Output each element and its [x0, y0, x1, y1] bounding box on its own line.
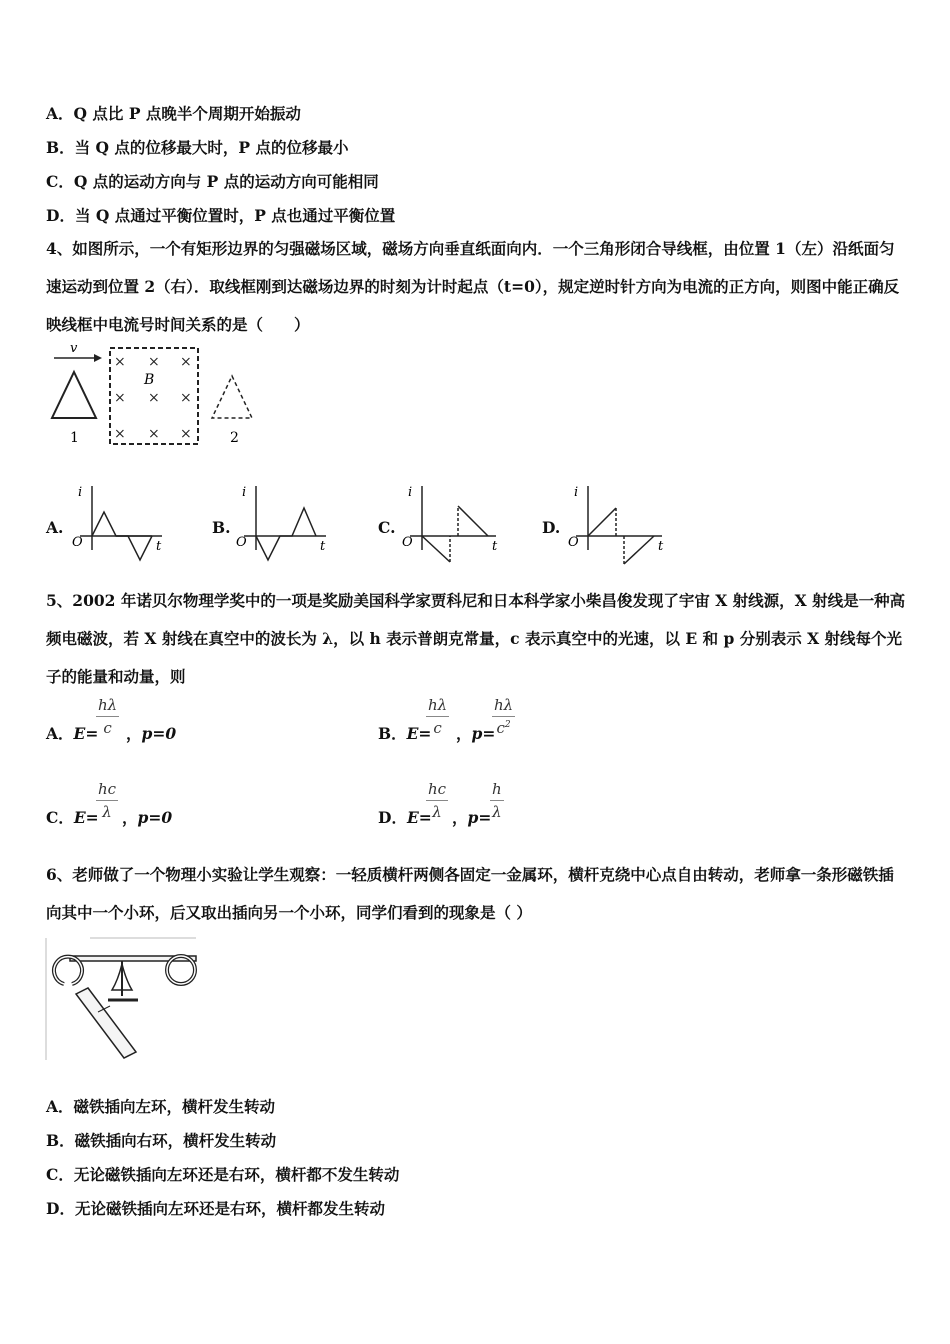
- q6-option-d: D．无论磁铁插向左环还是右环，横杆都发生转动: [46, 1199, 385, 1218]
- q5-option-c: C．E=: [46, 808, 99, 827]
- svg-text:O: O: [402, 535, 413, 550]
- svg-text:O: O: [72, 535, 83, 550]
- svg-text:×: ×: [114, 354, 126, 370]
- svg-text:×: ×: [114, 426, 126, 442]
- q5-option-d: D．E=: [378, 808, 432, 827]
- q3-option-c: C．Q 点的运动方向与 P 点的运动方向可能相同: [46, 172, 379, 191]
- q6-option-a: A．磁铁插向左环，横杆发生转动: [46, 1097, 276, 1116]
- field-label: B: [144, 372, 155, 388]
- q4-magnetic-field-figure: [44, 342, 254, 452]
- q4-option-a-label: A.: [46, 518, 64, 537]
- position-1-label: 1: [70, 430, 79, 446]
- q3-option-d: D．当 Q 点通过平衡位置时，P 点也通过平衡位置: [46, 206, 396, 225]
- q5-option-a: A．E=: [46, 724, 99, 743]
- svg-text:i: i: [242, 485, 247, 500]
- q3-option-b: B．当 Q 点的位移最大时，P 点的位移最小: [46, 138, 349, 157]
- q4-option-d-label: D.: [542, 518, 561, 537]
- q5-option-b: B．E=: [378, 724, 432, 743]
- svg-text:×: ×: [180, 426, 192, 442]
- q5-stem: 5、2002 年诺贝尔物理学奖中的一项是奖励美国科学家贾科尼和日本科学家小柴昌俊发现了宇宙 X 射线源，X 射线是一种高频电磁波，若 X 射线在真空中的波长为 λ，以 h 表示普朗克常量，c 表示真空中的光速，以 E 和 p 分别表示 X 射线每个光子的能量和动量，则: [46, 591, 906, 686]
- q4-option-b-label: B.: [212, 518, 231, 537]
- svg-text:t: t: [156, 539, 162, 554]
- q6-ring-magnet-figure: [46, 936, 198, 1062]
- svg-text:×: ×: [180, 354, 192, 370]
- q6-option-b: B．磁铁插向右环，横杆发生转动: [46, 1131, 277, 1150]
- svg-text:t: t: [320, 539, 326, 554]
- q5-a-energy-fraction: hλ c: [98, 696, 118, 737]
- q5-c-energy-fraction: hc λ: [98, 780, 117, 821]
- q5-b-momentum-fraction: hλ $c^2$: [494, 696, 514, 737]
- svg-text:t: t: [658, 539, 664, 554]
- svg-text:O: O: [568, 535, 579, 550]
- svg-text:i: i: [408, 485, 413, 500]
- svg-text:×: ×: [148, 354, 160, 370]
- q3-option-a: A．Q 点比 P 点晚半个周期开始振动: [46, 104, 301, 123]
- position-2-label: 2: [230, 430, 239, 446]
- svg-text:×: ×: [148, 426, 160, 442]
- velocity-label: v: [70, 341, 78, 356]
- q6-stem: 6、老师做了一个物理小实验让学生观察：一轻质横杆两侧各固定一金属环，横杆克绕中心点自由转动，老师拿一条形磁铁插向其中一个小环，后又取出插向另一个小环，同学们看到的现象是（ ）: [46, 865, 894, 922]
- svg-text:O: O: [236, 535, 247, 550]
- svg-text:i: i: [78, 485, 83, 500]
- q5-b-energy-fraction: hλ c: [428, 696, 448, 737]
- q5-d-energy-fraction: hc λ: [428, 780, 447, 821]
- svg-text:×: ×: [180, 390, 192, 406]
- q4-stem: 4、如图所示，一个有矩形边界的匀强磁场区域，磁场方向垂直纸面向内．一个三角形闭合导线框，由位置 1（左）沿纸面匀速运动到位置 2（右）．取线框刚到达磁场边界的时刻为计时起点（t=0），规定逆时针方向为电流的正方向，则图中能正确反映线框中电流号时间关系的是（ ）: [46, 239, 900, 334]
- q6-option-c: C．无论磁铁插向左环还是右环，横杆都不发生转动: [46, 1165, 400, 1184]
- svg-text:×: ×: [114, 390, 126, 406]
- q4-option-c-label: C.: [378, 518, 396, 537]
- q4-graph-b: [234, 478, 334, 558]
- svg-text:t: t: [492, 539, 498, 554]
- svg-text:i: i: [574, 485, 579, 500]
- q4-graph-a: [70, 478, 170, 558]
- svg-text:×: ×: [148, 390, 160, 406]
- q5-d-momentum-fraction: h λ: [492, 780, 502, 821]
- q4-graph-c: [400, 478, 504, 558]
- q4-graph-d: [566, 478, 670, 558]
